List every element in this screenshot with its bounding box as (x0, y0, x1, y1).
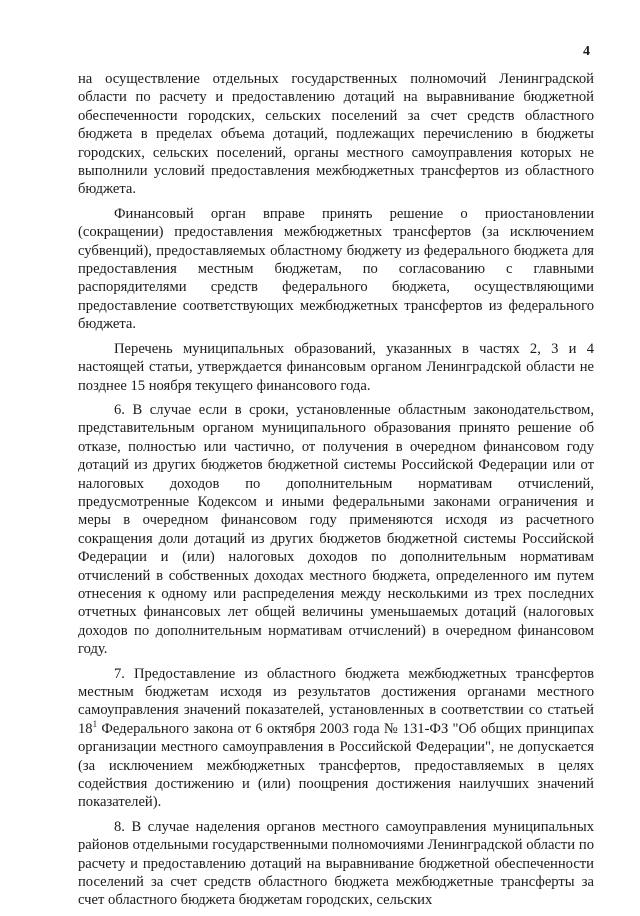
page-number: 4 (583, 44, 590, 59)
article-superscript: 1 (92, 718, 98, 729)
paragraph-7-clause (78, 665, 594, 812)
paragraph-1: на осуществление отдельных государственных полномочий Ленинградской области по расчету и предоставлению дотаций на выравнивание бюджетной обеспеченности городских, сельских поселений за счет средств областного бюджета в пределах объема дотаций, подлежащих перечислению в бюджеты городских, сельских поселений, органы местного самоуправления которых не выполнили условий предоставления межбюджетных трансфертов из областного бюджета. (78, 71, 594, 198)
document-body (78, 70, 594, 916)
clause-7-text-start: 7. Предоставление из областного бюджета межбюджетных трансфертов местным бюджетам исходя из результатов достижения органами местного самоуправления значений показателей, установленных в соответствии со статьей 18 (78, 665, 594, 737)
paragraph-6-clause: 6. В случае если в сроки, установленные областным законодательством, представительным органом муниципального образования принято решение об отказе, полностью или частично, от получения в очередном финансовом году дотаций из других бюджетов бюджетной системы Российской Федерации или от налоговых доходов по дополнительным нормативам отчислений, предусмотренные Кодексом и иными федеральными законами ограничения и меры в очередном финансовом году применяются исходя из расчетного сокращения доли дотаций из других бюджетов бюджетной системы Российской Федерации и (или) налоговых доходов по дополнительным нормативам отчислений в собственных доходах местного бюджета, определенного им путем отнесения к одному или распределения между несколькими из трех последних отчетных финансовых лет общей величины уменьшаемых дотаций (налоговых доходов по дополнительным нормативам отчислений) в очередном финансовом году. (78, 401, 594, 658)
clause-7-text-end: Федерального закона от 6 октября 2003 года № 131-ФЗ "Об общих принципах организации местного самоуправления в Российской Федерации", не допускается (за исключением межбюджетных трансфертов, предоставляемых в целях содействия достижению и (или) поощрения достижения наилучших значений показателей). (78, 720, 594, 811)
paragraph-3: Перечень муниципальных образований, указанных в частях 2, 3 и 4 настоящей статьи, утверждается финансовым органом Ленинградской области не позднее 15 ноября текущего финансового года. (78, 340, 594, 394)
paragraph-2: Финансовый орган вправе принять решение о приостановлении (сокращении) предоставления межбюджетных трансфертов (за исключением субвенций), предоставляемых областному бюджету из федерального бюджета для предоставления местным бюджетам, по согласованию с главными распорядителями средств федерального бюджета, осуществляющими предоставление соответствующих межбюджетных трансфертов из федерального бюджета. (78, 205, 594, 333)
paragraph-8-clause: 8. В случае наделения органов местного самоуправления муниципальных районов отдельными государственными полномочиями Ленинградской области по расчету и предоставлению дотаций на выравнивание бюджетной обеспеченности поселений за счет средств областного бюджета межбюджетные трансферты за счет областного бюджета бюджетам городских, сельских (78, 818, 594, 909)
